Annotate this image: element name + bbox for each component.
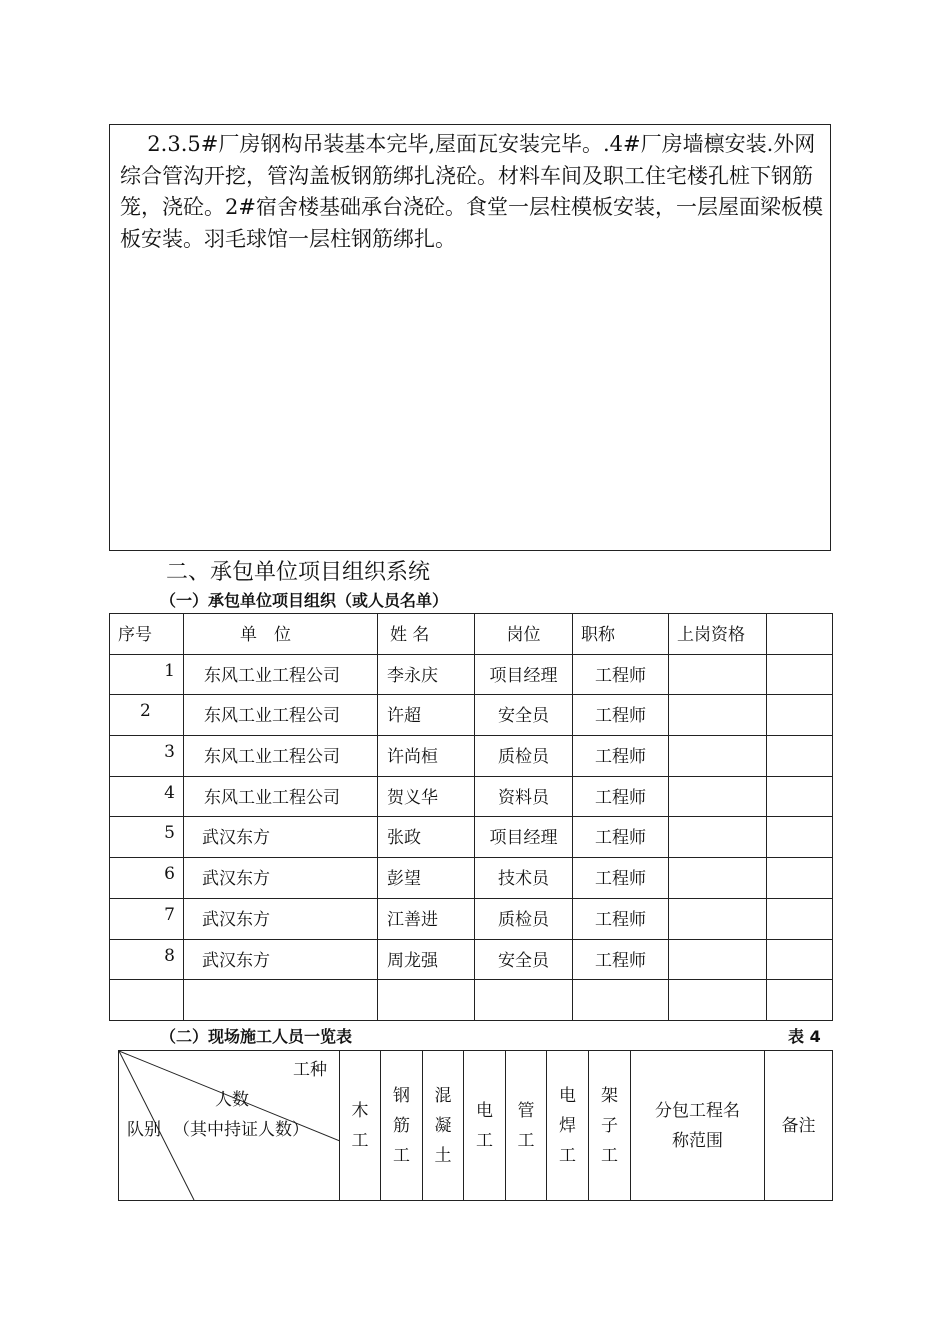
cell-name: 李永庆 (378, 654, 475, 695)
progress-description-text: 2.3.5#厂房钢构吊装基本完毕,屋面瓦安装完毕。.4#厂房墙檩安装.外网综合管沟开挖，管沟盖板钢筋绑扎浇砼。材料车间及职工住宅楼孔桩下钢筋笼，浇砼。2#宿舍楼基础承台浇砼。食堂一层柱模板安装，一层屋面梁板模板安装。羽毛球馆一层柱钢筋绑扎。 (120, 132, 823, 251)
cell-title: 工程师 (573, 736, 669, 777)
diag-label-cert: （其中持证人数） (173, 1120, 309, 1140)
section-title: 二、承包单位项目组织系统 (166, 560, 431, 585)
table-row (110, 817, 833, 858)
cell-blank (767, 858, 833, 899)
cell-unit: 东风工业工程公司 (184, 654, 378, 695)
cell-blank (767, 898, 833, 939)
cell-title: 工程师 (573, 776, 669, 817)
diag-label-count: 人数 (215, 1090, 249, 1110)
staff-table-header (110, 614, 833, 655)
cell-blank (767, 939, 833, 980)
cell-blank (767, 654, 833, 695)
cell-title: 工程师 (573, 898, 669, 939)
cell-unit: 东风工业工程公司 (184, 776, 378, 817)
cell-qualification (669, 654, 767, 695)
cell-empty (573, 980, 669, 1021)
diag-label-trade: 工种 (293, 1060, 327, 1080)
header-blank (767, 614, 833, 655)
header-carpenter: 木工 (340, 1051, 381, 1201)
cell-unit: 武汉东方 (184, 939, 378, 980)
cell-post: 质检员 (475, 736, 573, 777)
workers-table (118, 1050, 833, 1201)
header-name: 姓 名 (378, 614, 475, 655)
cell-post: 安全员 (475, 939, 573, 980)
cell-title: 工程师 (573, 695, 669, 736)
cell-qualification (669, 736, 767, 777)
cell-seq: 1 (110, 654, 184, 695)
cell-post: 技术员 (475, 858, 573, 899)
cell-unit: 东风工业工程公司 (184, 736, 378, 777)
cell-seq: 2 (110, 695, 184, 736)
header-qualification: 上岗资格 (669, 614, 767, 655)
cell-empty (110, 980, 184, 1021)
diag-label-team: 队别 (127, 1120, 161, 1140)
cell-title: 工程师 (573, 858, 669, 899)
cell-title: 工程师 (573, 654, 669, 695)
cell-qualification (669, 817, 767, 858)
header-electrician: 电工 (464, 1051, 506, 1201)
subsection-title-workers: （二）现场施工人员一览表 (160, 1027, 353, 1046)
cell-title: 工程师 (573, 939, 669, 980)
cell-seq: 8 (110, 939, 184, 980)
subsection-title-staff: （一）承包单位项目组织（或人员名单） (160, 591, 449, 610)
cell-empty (669, 980, 767, 1021)
cell-empty (184, 980, 378, 1021)
cell-unit: 武汉东方 (184, 817, 378, 858)
cell-name: 彭望 (378, 858, 475, 899)
table-row (110, 654, 833, 695)
cell-post: 项目经理 (475, 654, 573, 695)
header-concrete: 混凝土 (423, 1051, 464, 1201)
table-number: 表 4 (788, 1027, 821, 1046)
header-seq: 序号 (110, 614, 184, 655)
cell-qualification (669, 695, 767, 736)
workers-table-header (119, 1051, 833, 1201)
cell-unit: 武汉东方 (184, 858, 378, 899)
cell-seq: 4 (110, 776, 184, 817)
cell-post: 资料员 (475, 776, 573, 817)
staff-table (109, 613, 833, 1021)
cell-empty (475, 980, 573, 1021)
cell-qualification (669, 939, 767, 980)
diagonal-header-cell (119, 1051, 340, 1201)
table-row (110, 939, 833, 980)
cell-empty (378, 980, 475, 1021)
cell-name: 周龙强 (378, 939, 475, 980)
cell-empty (767, 980, 833, 1021)
cell-name: 许尚桓 (378, 736, 475, 777)
cell-post: 项目经理 (475, 817, 573, 858)
cell-qualification (669, 898, 767, 939)
table-row (110, 695, 833, 736)
header-unit: 单 位 (184, 614, 378, 655)
cell-qualification (669, 776, 767, 817)
cell-qualification (669, 858, 767, 899)
cell-name: 许超 (378, 695, 475, 736)
table-row (110, 736, 833, 777)
cell-seq: 6 (110, 858, 184, 899)
cell-blank (767, 817, 833, 858)
cell-post: 安全员 (475, 695, 573, 736)
cell-name: 张政 (378, 817, 475, 858)
cell-name: 贺义华 (378, 776, 475, 817)
table-row-empty (110, 980, 833, 1021)
cell-blank (767, 776, 833, 817)
cell-seq: 3 (110, 736, 184, 777)
cell-title: 工程师 (573, 817, 669, 858)
cell-unit: 武汉东方 (184, 898, 378, 939)
cell-post: 质检员 (475, 898, 573, 939)
cell-blank (767, 736, 833, 777)
header-rebar: 钢筋工 (381, 1051, 423, 1201)
header-subcontract-scope: 分包工程名称范围 (631, 1051, 765, 1201)
table-row (110, 858, 833, 899)
cell-seq: 7 (110, 898, 184, 939)
table-row (110, 898, 833, 939)
cell-unit: 东风工业工程公司 (184, 695, 378, 736)
header-pipefitter: 管工 (506, 1051, 547, 1201)
progress-description-box (109, 124, 831, 551)
header-scaffolder: 架子工 (589, 1051, 631, 1201)
header-remarks: 备注 (765, 1051, 833, 1201)
header-post: 岗位 (475, 614, 573, 655)
header-welder: 电焊工 (547, 1051, 589, 1201)
header-title: 职称 (573, 614, 669, 655)
cell-blank (767, 695, 833, 736)
cell-name: 江善进 (378, 898, 475, 939)
table-row (110, 776, 833, 817)
cell-seq: 5 (110, 817, 184, 858)
